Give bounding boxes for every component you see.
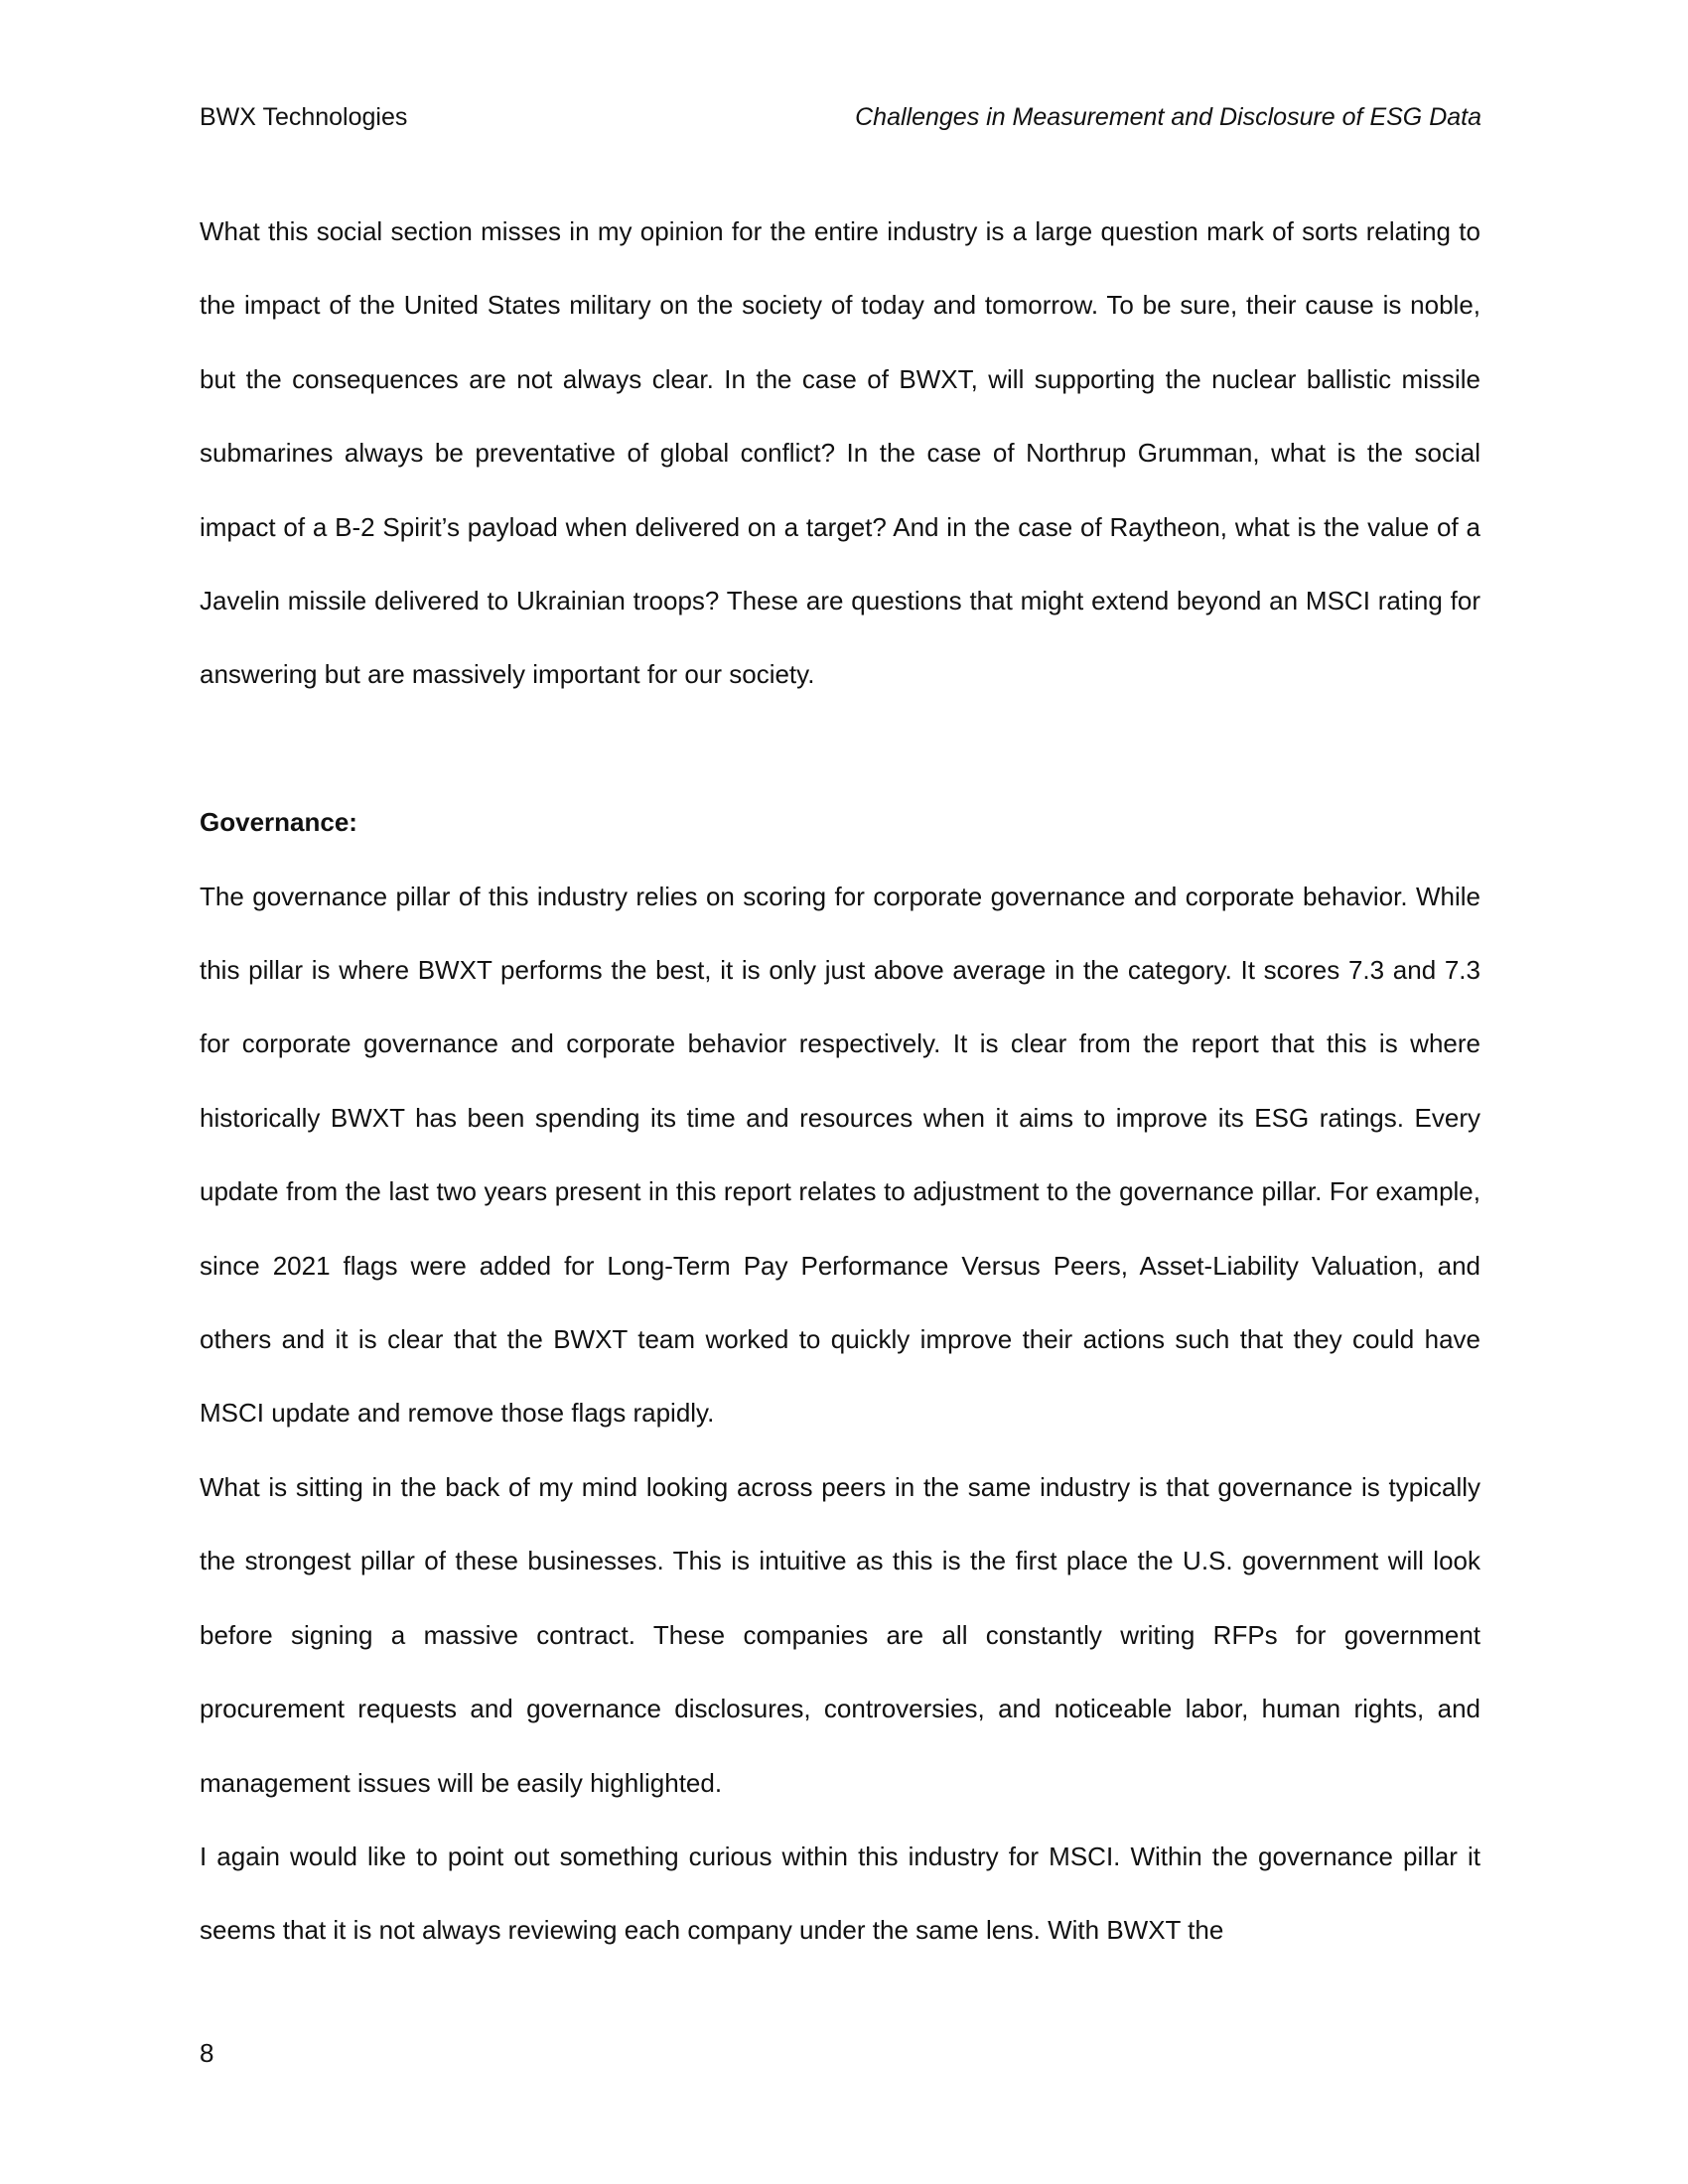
governance-paragraph-2: What is sitting in the back of my mind looking across peers in the same industry is that governance is typically the strongest pillar of these businesses. This is intuitive as this is the first place the U.S. government will look before signing a massive contract. These companies are all constantly writing RFPs for government procurement requests and governance disclosures, controversies, and noticeable labor, human rights, and management issues will be easily highlighted.	[200, 1471, 1480, 1798]
governance-paragraph-3: I again would like to point out something curious within this industry for MSCI. Within the governance pillar it seems that it is not always reviewing each company under the same lens. With BWXT the	[200, 1841, 1480, 1946]
header-company-name: BWX Technologies	[200, 103, 408, 131]
document-body	[200, 195, 1480, 1968]
social-section-paragraph: What this social section misses in my opinion for the entire industry is a large question mark of sorts relating to the impact of the United States military on the society of today and tomorrow. To be sure, their cause is noble, but the consequences are not always clear. In the case of BWXT, will supporting the nuclear ballistic missile submarines always be preventative of global conflict? In the case of Northrup Grumman, what is the social impact of a B-2 Spirit’s payload when delivered on a target? And in the case of Raytheon, what is the value of a Javelin missile delivered to Ukrainian troops? These are questions that might extend beyond an MSCI rating for answering but are massively important for our society.	[200, 216, 1480, 690]
governance-paragraph-1: The governance pillar of this industry relies on scoring for corporate governance and corporate behavior. While this pillar is where BWXT performs the best, it is only just above average in the category. It scores 7.3 and 7.3 for corporate governance and corporate behavior respectively. It is clear from the report that this is where historically BWXT has been spending its time and resources when it aims to improve its ESG ratings. Every update from the last two years present in this report relates to adjustment to the governance pillar. For example, since 2021 flags were added for Long-Term Pay Performance Versus Peers, Asset-Liability Valuation, and others and it is clear that the BWXT team worked to quickly improve their actions such that they could have MSCI update and remove those flags rapidly.	[200, 881, 1480, 1429]
governance-heading: Governance:	[200, 807, 357, 838]
page-number: 8	[200, 2038, 214, 2068]
header-document-title: Challenges in Measurement and Disclosure of ESG Data	[855, 103, 1481, 131]
